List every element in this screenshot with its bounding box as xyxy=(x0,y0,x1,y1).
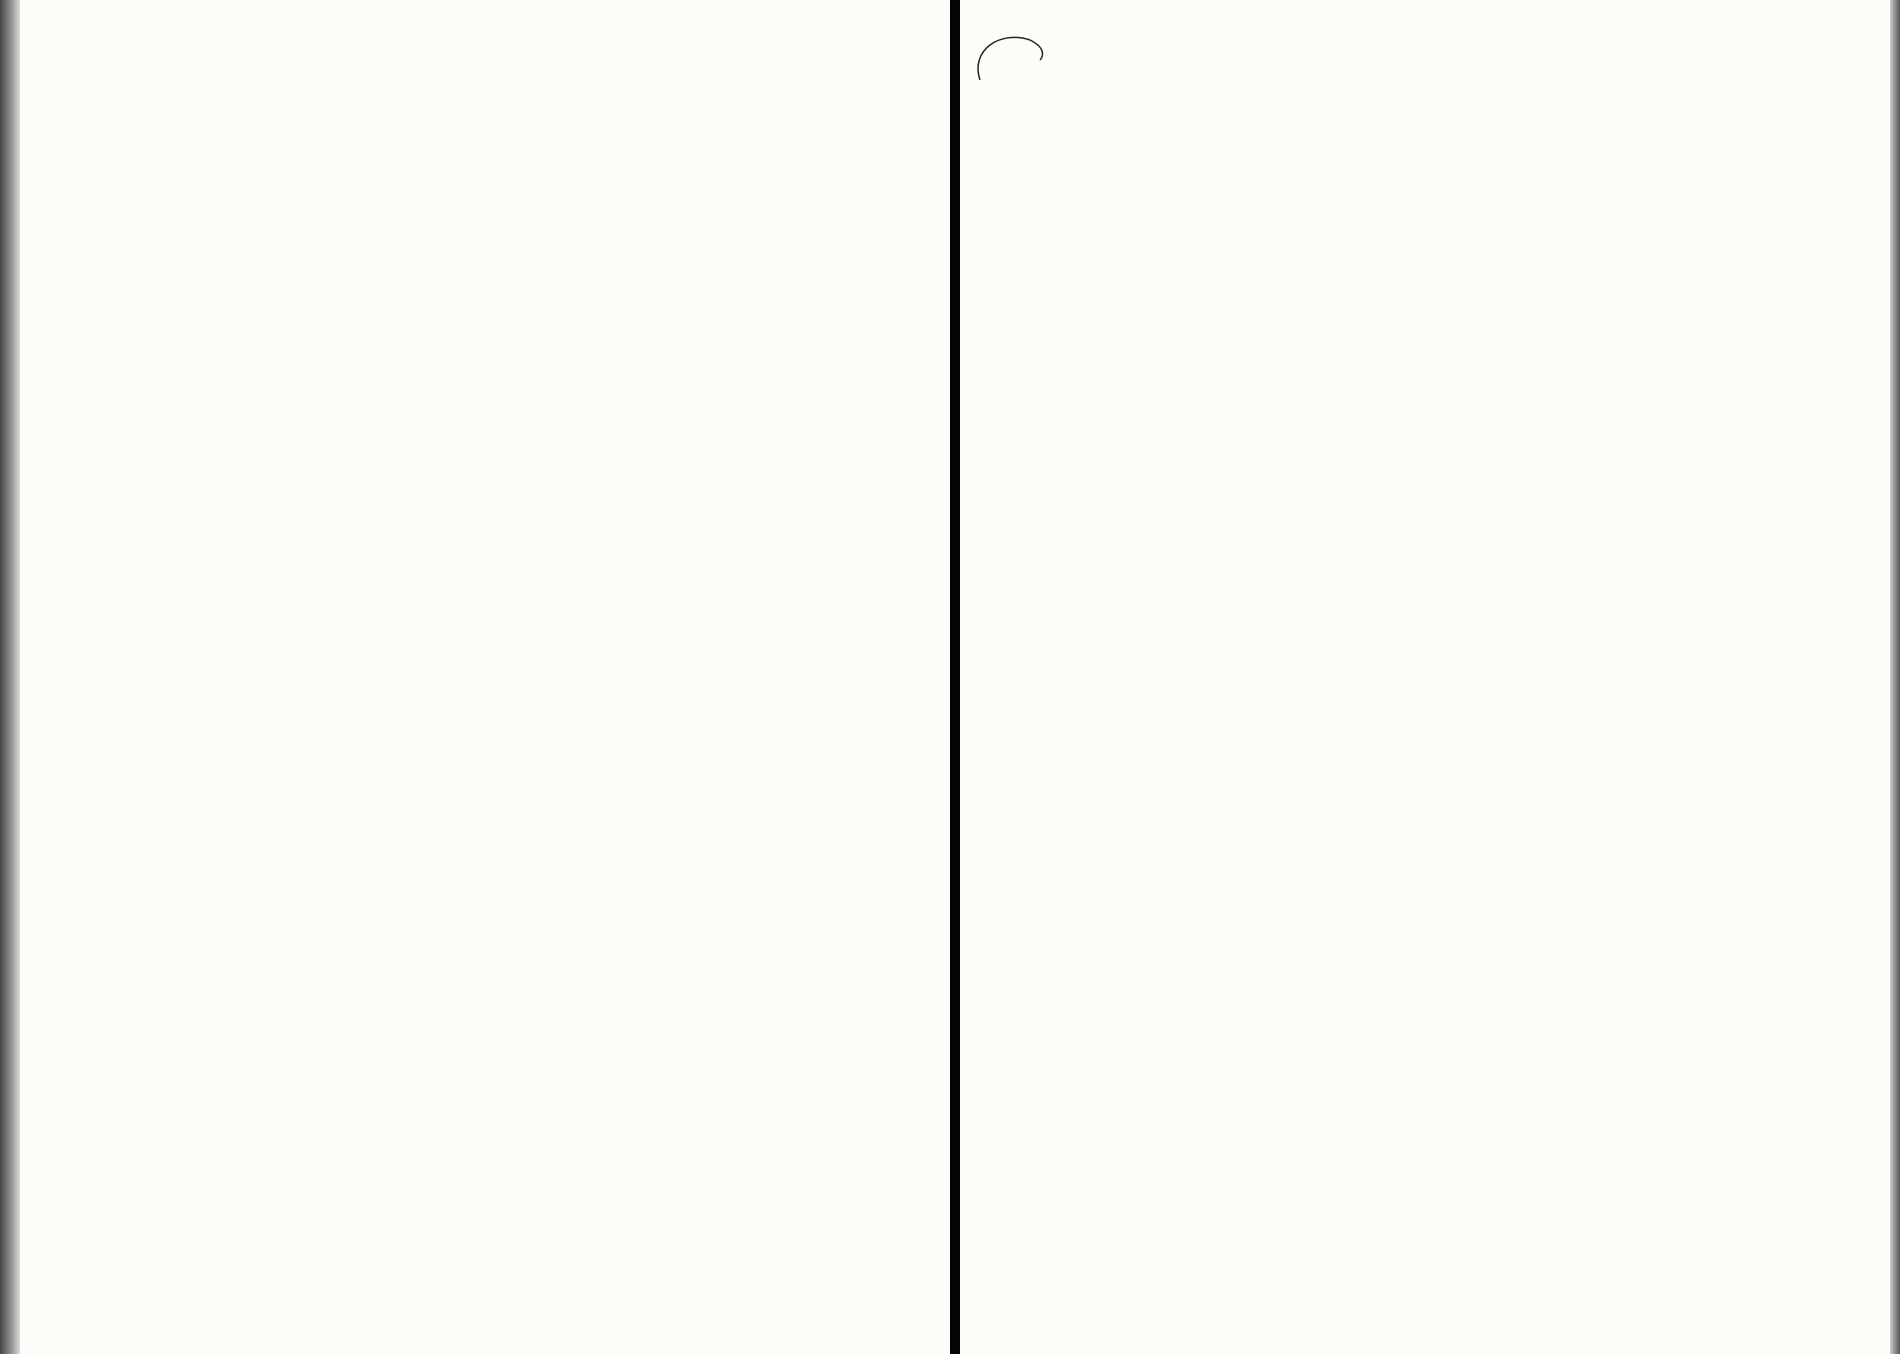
left-page-form xyxy=(20,0,950,1354)
left-register-page xyxy=(20,0,950,1354)
right-page-form xyxy=(960,0,1890,1354)
left-book-edge xyxy=(0,0,20,1354)
pencil-mark xyxy=(978,37,1042,80)
book-gutter xyxy=(950,0,960,1354)
right-register-page xyxy=(960,0,1890,1354)
right-book-edge xyxy=(1890,0,1900,1354)
